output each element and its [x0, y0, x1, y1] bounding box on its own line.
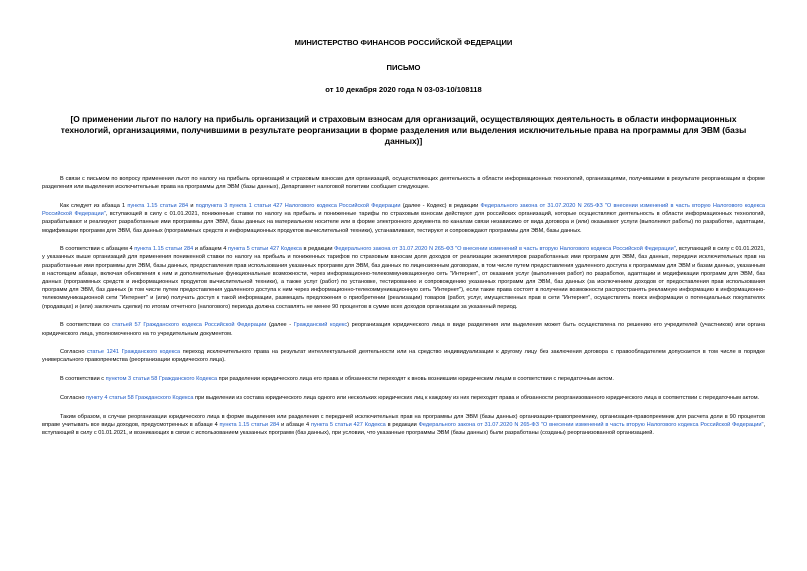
paragraph-text: , вступающей в силу с 01.01.2021, у указанных выше организаций для применения пониженной ставки по налогу на прибыль и пониженных тарифов по страховым взносам доля доходов от реализации экземпляров разработанных ими программ для ЭВМ, баз данных, передачи исключительных прав на разработанные ими программы для ЭВМ, базы данных, предоставления прав использования указанных программ для ЭВМ, баз данных по лицензионным договорам, в том числе путем предоставления удаленного доступа к программам для ЭВМ и базам данных, указанным в настоящем абзаце, включая обновления к ним и дополнительные функциональные возможности, через информационно-телекоммуникационную сеть "Интернет", от оказания услуг (выполнения работ) по разработке, адаптации и модификации программ для ЭВМ, баз данных (программных средств и информационных продуктов вычислительной техники), а также услуг (работ) по установке, тестированию и сопровождению указанных программ для ЭВМ, баз данных (за исключением доходов от предоставления прав использования программ для ЭВМ, баз данных (в том числе путем предоставления удаленного доступа к ним через информационно-телекоммуникационную сеть "Интернет"), если такие права состоят в получении возможности распространять рекламную информацию в информационно-телекоммуникационной сети "Интернет" и (или) получать доступ к такой информации, размещать предложения о приобретении (реализации) товаров (работ, услуг, имущественных прав в сети "Интернет", осуществлять поиск информации о потенциальных покупателях (продавцах) и (или) заключать сделки) по итогам отчетного (налогового) периода должна составлять не менее 90 процентов в сумме всех доходов организации за указанный период. [42, 246, 765, 310]
legal-reference-link[interactable]: пункту 4 статьи 58 Гражданского Кодекса [86, 394, 194, 401]
paragraph-text: Как следует из абзаца 1 [60, 202, 128, 209]
paragraph-reorganization [42, 321, 765, 337]
legal-reference-link[interactable]: статье 1241 Гражданского кодекса [87, 349, 181, 356]
paragraph-text: В соответствии с абзацем 4 [60, 246, 135, 253]
paragraph-text: переход исключительного права на результат интеллектуальной деятельности или на средство индивидуализации к другому лицу без заключения договора с правообладателем допускается в том числе в порядке универсального правопреемства (реорганизации юридического лица). [42, 349, 765, 364]
paragraph-separation [42, 375, 765, 383]
paragraph-intro [42, 175, 765, 191]
legal-reference-link[interactable]: Федерального закона от 31.07.2020 N 265-ФЗ "О внесении изменений в часть вторую Налогового кодекса Российской Федерации" [42, 202, 765, 218]
legal-reference-link[interactable]: пункта 1.15 статьи 284 [219, 421, 280, 428]
paragraph-text: (далее - Кодекс) в редакции [400, 202, 481, 209]
legal-reference-link[interactable]: пунктом 3 статьи 58 Гражданского Кодекса [105, 376, 218, 383]
paragraph-text: , вступающей в силу с 01.01.2021, и возникающих в связи с использованием указанных программ (баз данных), при условии, что указанные программы ЭВМ (базы данных) были разработаны (созданы) реорганизованной организацией. [42, 421, 765, 436]
paragraph-text: Согласно [60, 394, 86, 401]
paragraph-text: В соответствии со [60, 322, 112, 329]
legal-reference-link[interactable]: Федерального закона от 31.07.2020 N 265-ФЗ "О внесении изменений в часть вторую Налогового кодекса Российской Федерации" [418, 421, 764, 428]
document-date-number: от 10 декабря 2020 года N 03-03-10/108118 [325, 85, 482, 94]
legal-reference-link[interactable]: пункта 1.15 статьи 284 [134, 246, 194, 253]
paragraph-text: (далее - [266, 322, 294, 329]
paragraph-text: при разделении юридического лица его права и обязанности переходят к вновь возникшим юридическим лицам в соответствии с передаточным актом. [217, 376, 614, 383]
legal-reference-link[interactable]: пункта 1.15 статьи 284 [127, 202, 189, 209]
paragraph-conclusion [42, 413, 765, 438]
ministry-heading: МИНИСТЕРСТВО ФИНАНСОВ РОССИЙСКОЙ ФЕДЕРАЦИИ [294, 38, 513, 47]
legal-reference-link[interactable]: подпункта 3 пункта 1 статьи 427 Налогового кодекса Российской Федерации [195, 202, 401, 209]
legal-reference-link[interactable]: Гражданский кодекс [293, 322, 348, 329]
legal-reference-link[interactable]: статьей 57 Гражданского кодекса Российской Федерации [111, 322, 267, 329]
document-title: [О применении льгот по налогу на прибыль организаций и страховым взносам для организаций, осуществляющих деятельность в области информационных технологий, организациями, получившими в результате реорганизации в форме разделения или выделения исключительные права на программы для ЭВМ (базы данных)] [60, 114, 747, 146]
paragraph-text: и абзацем 4 [193, 246, 228, 253]
paragraph-text: Согласно [60, 349, 88, 356]
legal-reference-link[interactable]: пункта 5 статьи 427 Кодекса [310, 421, 386, 428]
paragraph-text: и [188, 202, 196, 209]
paragraph-text: в редакции [301, 246, 335, 253]
paragraph-income-share [42, 245, 765, 311]
paragraph-text: В соответствии с [60, 376, 106, 383]
paragraph-text: ) реорганизация юридического лица в виде разделения или выделения может быть осуществлена по решению его учредителей (участников) или органа юридического лица, уполномоченного на то учредительным документом. [42, 322, 766, 337]
paragraph-text: при выделении из состава юридического лица одного или нескольких юридических лиц к каждому из них переходят права и обязанности реорганизованного юридического лица в соответствии с передаточным актом. [193, 394, 760, 401]
paragraph-spin-off [42, 394, 765, 402]
paragraph-text: в редакции [385, 421, 419, 428]
paragraph-rates [42, 202, 765, 235]
legal-reference-link[interactable]: Федерального закона от 31.07.2020 N 265-ФЗ "О внесении изменений в часть вторую Налогового кодекса Российской Федерации" [334, 246, 676, 253]
paragraph-text: Таким образом, в случае реорганизации юридического лица в форме выделения или разделения с передачей исключительных прав на программы для ЭВМ (базы данных) организации-правопреемнику, организация-правопреемник для расчета доли в 90 процентов вправе учитывать все виды доходов, предусмотренных в абзаце 4 [42, 413, 765, 428]
legal-reference-link[interactable]: пункта 5 статьи 427 Кодекса [227, 246, 302, 253]
paragraph-text: В связи с письмом по вопросу применения льгот по налогу на прибыль организаций и страховым взносам для организаций, осуществляющих деятельность в области информационных технологий, организациями, получившими в результате реорганизации в форме разделения или выделения исключительные права на программы для ЭВМ (базы данных), Департамент налоговой политики сообщает следующее. [42, 176, 765, 191]
paragraph-text: и абзаце 4 [279, 421, 311, 428]
document-type: ПИСЬМО [386, 63, 421, 72]
paragraph-text: , вступающей в силу с 01.01.2021, пониженные ставки по налогу на прибыль и пониженные тарифы по страховым взносам действуют для российских организаций, которые осуществляют деятельность в области информационных технологий, разрабатывают и реализуют разработанные ими программы для ЭВМ, базы данных на материальном носителе или в форме электронного документа по каналам связи независимо от вида договора и (или) оказывают услуги (выполняют работы) по разработке, адаптации, модификации программ для ЭВМ, баз данных (программных средств и информационных продуктов вычислительной техники), устанавливают, тестируют и сопровождают программы для ЭВМ, базы данных. [42, 211, 766, 234]
paragraph-article-1241 [42, 348, 765, 364]
